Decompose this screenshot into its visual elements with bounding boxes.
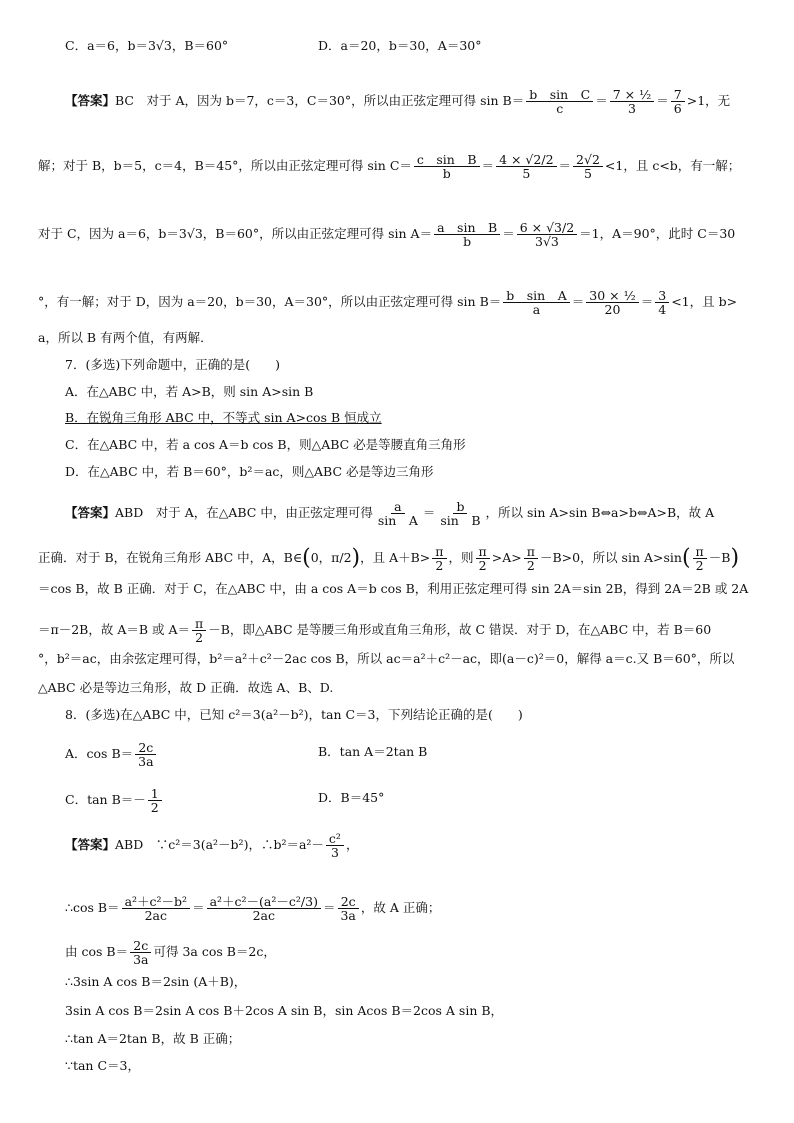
q6-answer-line2: 解；对于 B，b＝5，c＝4，B＝45°，所以由正弦定理可得 sin C＝ $\frac{\text{c sin B}}{b}$ ＝ $\frac{4 \times √2/2}{5}$ ＝ $\frac{2√2}{5}$ <1，且 c<b，有一解；	[38, 152, 741, 181]
fraction: $\frac{2c}{3a}$	[130, 939, 151, 966]
q7-answer-line5: °，b²＝ac，由余弦定理可得，b²＝a²＋c²－2ac cos B，所以 ac＝a²＋c²－ac，即(a－c)²＝0，解得 a＝c.又 B＝60°，所以	[38, 651, 735, 666]
q8-option-a: A．cos B＝ $\frac{2c}{3a}$	[65, 741, 159, 768]
q6-answer-line1: 【答案】BC 对于 A，因为 b＝7，c＝3，C＝30°，所以由正弦定理可得 sin B＝ $\frac{\text{b sin C}}{c}$ ＝ $\frac{\text{7 × ½}}{3}$ ＝ $\frac{7}{6}$ >1，无	[65, 87, 731, 116]
fraction: $\frac{\text{a sin B}}{b}$	[434, 221, 500, 248]
option-d-prev: D．a＝20，b＝30，A＝30°	[318, 38, 482, 53]
text-run: BC 对于 A，因为 b＝7，c＝3，C＝30°，所以由正弦定理可得 sin B＝	[115, 93, 525, 108]
q8-option-c: C．tan B＝－ $\frac{1}{2}$	[65, 787, 164, 814]
q6-answer-line5: a，所以 B 有两个值，有两解．	[38, 330, 213, 345]
text-run: －B>0，所以 sin A>sin	[539, 550, 682, 565]
text-run: ，且 A＋B>	[360, 550, 431, 565]
text-run: 可得 3a cos B＝2c，	[153, 944, 276, 959]
q6-answer-line4: °，有一解；对于 D，因为 a＝20，b＝30，A＝30°，所以由正弦定理可得 sin B＝ $\frac{\text{b sin A}}{a}$ ＝ $\frac{\text{30 × ½}}{20}$ ＝ $\frac{3}{4}$ <1，且 b>	[38, 288, 738, 317]
q7-answer-line1: 【答案】ABD 对于 A，在△ABC 中，由正弦定理可得 $\frac{a}{\text{sin A}}$ ＝ $\frac{b}{\text{sin B}}$ ，所以 sin A>sin B⇔a>b⇔A>B，故 A	[65, 499, 715, 528]
fraction: $\frac{6 \times √3/2}{3√3}$	[517, 221, 577, 248]
fraction: $\frac{2c}{3a}$	[337, 895, 358, 922]
answer-tag: 【答案】	[65, 837, 116, 852]
text-run: ABD 对于 A，在△ABC 中，由正弦定理可得	[115, 505, 373, 520]
q8-answer-line2: ∴cos B＝ $\frac{\text{a²＋c²－b²}}{2ac}$ ＝ $\frac{\text{a²＋c²－(a²－c²/3)}}{2ac}$ ＝ $\frac{2c}{3a}$ ，故 A 正确；	[65, 894, 441, 923]
text-run: ∴cos B＝	[65, 900, 120, 915]
q7-stem: 7．(多选)下列命题中，正确的是( )	[65, 357, 280, 372]
fraction: $\frac{\text{a²＋c²－(a²－c²/3)}}{2ac}$	[207, 895, 321, 922]
text-run: °，有一解；对于 D，因为 a＝20，b＝30，A＝30°，所以由正弦定理可得 sin B＝	[38, 294, 502, 309]
fraction: $\frac{\text{30 × ½}}{20}$	[586, 289, 638, 316]
fraction: $\frac{\pi}{2}$	[192, 617, 206, 644]
fraction: $\frac{\text{c sin B}}{b}$	[414, 153, 480, 180]
interval: 0，π/2	[310, 550, 352, 565]
q7-answer-line4	[38, 617, 711, 644]
fraction: $\frac{\text{7 × ½}}{3}$	[610, 88, 655, 115]
text-run: >1，无	[686, 93, 731, 108]
text-run: ，所以 sin A>sin B⇔a>b⇔A>B，故 A	[485, 505, 715, 520]
fraction: $\frac{1}{2}$	[148, 787, 162, 814]
text-run: 正确．对于 B，在锐角三角形 ABC 中，A，B∈	[38, 550, 303, 565]
q8-option-b: B．tan A＝2tan B	[318, 744, 428, 759]
fraction: $\frac{\text{a²＋c²－b²}}{2ac}$	[122, 895, 191, 922]
text-run: 对于 C，因为 a＝6，b＝3√3，B＝60°，所以由正弦定理可得 sin A＝	[38, 226, 433, 241]
text-run: ABD ∵c²＝3(a²－b²)，∴b²＝a²－	[115, 837, 324, 852]
fraction: $\frac{7}{6}$	[671, 88, 685, 115]
q7-option-c: C．在△ABC 中，若 a cos A＝b cos B，则△ABC 必是等腰直角三角形	[65, 437, 466, 452]
q8-answer-line5: 3sin A cos B＝2sin A cos B＋2cos A sin B，sin Acos B＝2cos A sin B，	[65, 1003, 504, 1018]
q7-answer-line6: △ABC 必是等边三角形，故 D 正确．故选 A、B、D.	[38, 680, 334, 695]
q8-option-d: D．B＝45°	[318, 790, 385, 805]
fraction: $\frac{\text{b sin A}}{a}$	[503, 289, 570, 316]
fraction: $\frac{\pi}{2}$	[693, 545, 707, 572]
q7-answer-line2: 正确．对于 B，在锐角三角形 ABC 中，A，B∈(0，π/2)，且 A＋B> $\frac{\pi}{2}$ ，则 $\frac{\pi}{2}$ >A> $\frac{\pi}{2}$ －B>0，所以 sin A>sin( $\frac{\pi}{2}$ －B)	[38, 544, 740, 573]
text-run: ＝1，A＝90°，此时 C＝30	[579, 226, 736, 241]
q7-answer-line3: ＝cos B，故 B 正确．对于 C，在△ABC 中，由 a cos A＝b cos B，利用正弦定理可得 sin 2A＝sin 2B，得到 2A＝2B 或 2A	[38, 581, 749, 596]
fraction: $\frac{\pi}{2}$	[432, 545, 446, 572]
fraction: $\frac{2c}{3a}$	[135, 741, 156, 768]
text-run: ＝π－2B，故 A＝B 或 A＝	[38, 622, 191, 637]
q8-answer-line7: ∵tan C＝3，	[65, 1058, 140, 1073]
text-run: －B	[708, 550, 731, 565]
q7-option-b: B．在锐角三角形 ABC 中，不等式 sin A>cos B 恒成立	[65, 410, 382, 425]
text-run: ，	[345, 837, 359, 852]
q7-option-d: D．在△ABC 中，若 B＝60°，b²＝ac，则△ABC 必是等边三角形	[65, 464, 434, 479]
text-run: 由 cos B＝	[65, 944, 129, 959]
fraction: $\frac{\pi}{2}$	[476, 545, 490, 572]
option-c-prev: C．a＝6，b＝3√3，B＝60°	[65, 38, 229, 53]
answer-tag: 【答案】	[65, 93, 116, 108]
fraction: $\frac{2√2}{5}$	[573, 153, 603, 180]
text-run: ，则	[448, 550, 474, 565]
fraction: $\frac{\text{b sin C}}{c}$	[526, 88, 593, 115]
text-run: <1，且 c<b，有一解；	[604, 158, 741, 173]
fraction: $\frac{3}{4}$	[655, 289, 669, 316]
text-run: <1，且 b>	[671, 294, 738, 309]
answer-tag: 【答案】	[65, 505, 116, 520]
fraction: $\frac{\text{c²}}{3}$	[326, 832, 344, 859]
fraction: $\frac{b}{\text{sin B}}$	[440, 499, 481, 528]
q8-answer-line6: ∴tan A＝2tan B，故 B 正确；	[65, 1031, 241, 1046]
q8-stem: 8．(多选)在△ABC 中，已知 c²＝3(a²－b²)，tan C＝3，下列结论正确的是( )	[65, 707, 523, 722]
q7-option-a: A．在△ABC 中，若 A>B，则 sin A>sin B	[65, 384, 314, 399]
text-run: >A>	[491, 550, 522, 565]
fraction: $\frac{4 \times √2/2}{5}$	[496, 153, 556, 180]
fraction: $\frac{a}{\text{sin A}}$	[377, 499, 418, 528]
q8-answer-line3	[65, 939, 276, 966]
q8-answer-line1	[65, 832, 358, 859]
q8-answer-line4: ∴3sin A cos B＝2sin (A＋B)，	[65, 974, 247, 989]
text-run: 解；对于 B，b＝5，c＝4，B＝45°，所以由正弦定理可得 sin C＝	[38, 158, 412, 173]
fraction: $\frac{\pi}{2}$	[524, 545, 538, 572]
text-run: －B，即△ABC 是等腰三角形或直角三角形，故 C 错误．对于 D，在△ABC 中，若 B＝60	[208, 622, 712, 637]
text-run: ，故 A 正确；	[360, 900, 441, 915]
q6-answer-line3: 对于 C，因为 a＝6，b＝3√3，B＝60°，所以由正弦定理可得 sin A＝ $\frac{\text{a sin B}}{b}$ ＝ $\frac{6 \times √3/2}{3√3}$ ＝1，A＝90°，此时 C＝30	[38, 220, 736, 249]
